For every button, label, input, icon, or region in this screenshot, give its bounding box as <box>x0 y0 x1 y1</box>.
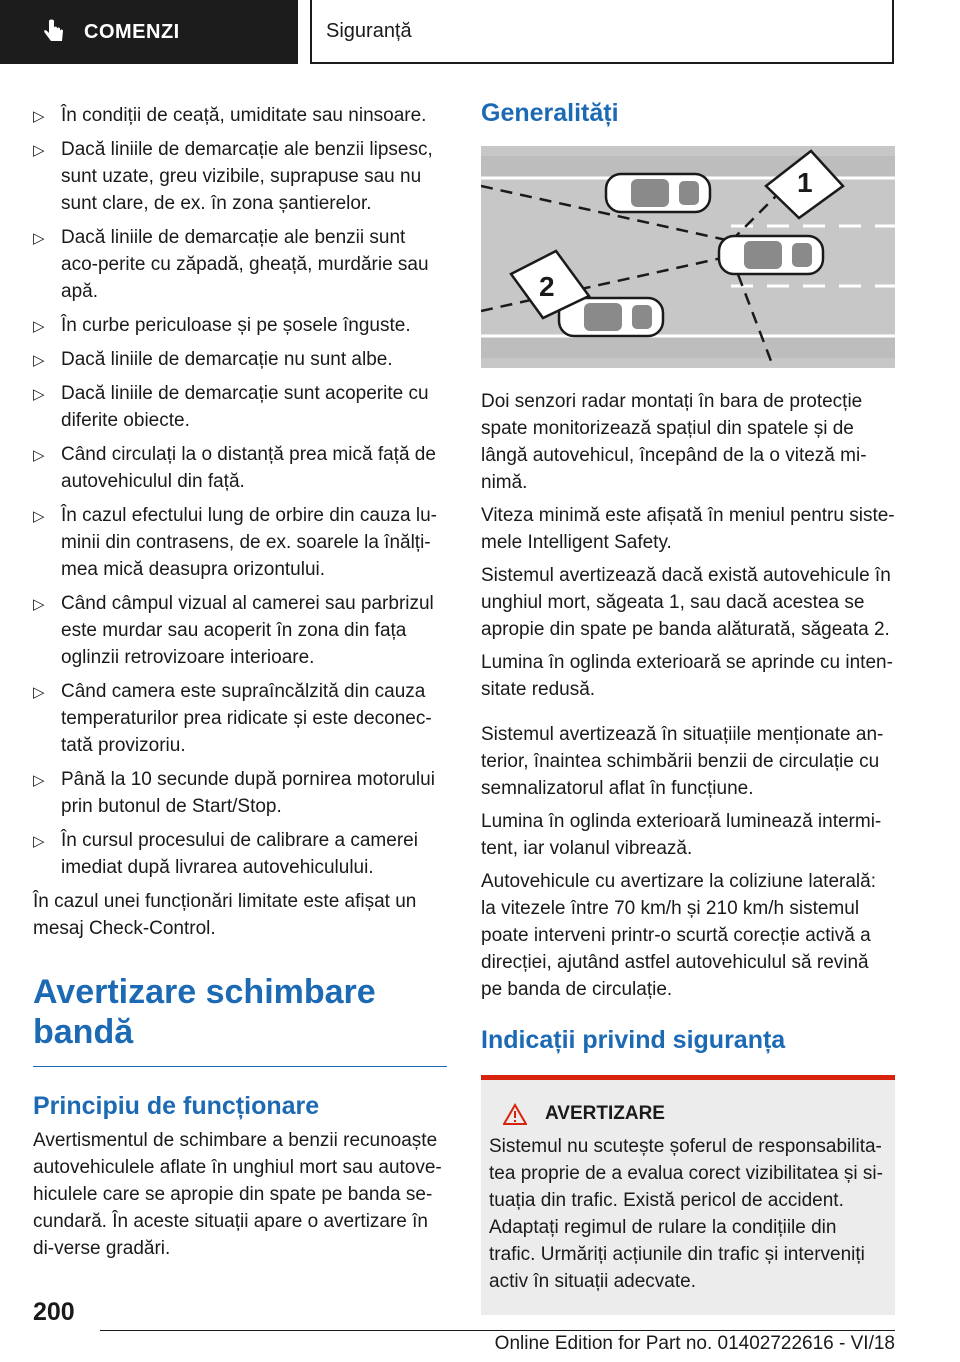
warning-box <box>481 1075 895 1315</box>
edition-text: Online Edition for Part no. 01402722616 - VI/18 <box>494 1333 895 1354</box>
arrow-label-2: 2 <box>539 271 555 302</box>
car-top-icon <box>606 174 710 212</box>
blind-spot-text: Sistemul avertizează dacă există autovehicule în unghiul mort, săgeata 1, sau dacă acestea se apropie din spate pe banda alăturată, săgeata 2. <box>481 565 891 640</box>
list-item: ▷ În cazul efectului lung de orbire din cauza lu‐minii din contrasens, de ex. soarele la înălți‐mea mică deasupra orizontului. <box>33 505 438 580</box>
warning-triangle-icon <box>503 1103 527 1125</box>
triangle-bullet-icon: ▷ <box>33 508 45 525</box>
limitations-list <box>33 102 447 881</box>
safety-heading: Indicații privind siguranța <box>481 1026 786 1054</box>
list-item: ▷ Când camera este supraîncălzită din cauza temperaturilor prea ridicate și este deconec‐tată provizoriu. <box>33 681 432 756</box>
list-item: ▷ Dacă liniile de demarcație ale benzii sunt aco‐perite cu zăpadă, gheață, murdărie sau apă. <box>33 227 429 302</box>
general-heading: Generalități <box>481 99 619 127</box>
list-item: ▷ Până la 10 secunde după pornirea motorului prin butonul de Start/Stop. <box>33 769 435 817</box>
triangle-bullet-icon: ▷ <box>33 596 45 613</box>
right-column <box>481 98 895 1315</box>
triangle-bullet-icon: ▷ <box>33 772 45 789</box>
triangle-bullet-icon: ▷ <box>33 318 45 335</box>
triangle-bullet-icon: ▷ <box>33 352 45 369</box>
mirror-flash-text: Lumina în oglinda exterioară luminează intermi‐tent, iar volanul vibrează. <box>481 811 882 859</box>
page-number: 200 <box>33 1298 75 1326</box>
left-column <box>33 102 447 1268</box>
section-tab <box>310 0 894 64</box>
list-item: ▷ În cursul procesului de calibrare a camerei imediat după livrarea autovehiculului. <box>33 830 418 878</box>
principle-text: Avertismentul de schimbare a benzii recunoaște autovehiculele aflate în unghiul mort sau autove‐hiculele care se apropie din spate pe banda se‐cundară. În aceste situații apare o avertizare în di‐verse gradări. <box>33 1130 442 1259</box>
triangle-bullet-icon: ▷ <box>33 833 45 850</box>
list-item: ▷ Când câmpul vizual al camerei sau parbrizul este murdar sau acoperit în zona din fața oglinzii retrovizoare interioare. <box>33 593 434 668</box>
chapter-tab-comenzi[interactable] <box>0 0 298 64</box>
warning-text: Sistemul nu scutește șoferul de responsabilita‐tea proprie de a evalua corect vizibilitatea și si‐tuația din trafic. Există pericol de accident. Adaptați regimul de rulare la condițiile din trafic. Urmăriți acțiunile din trafic și interveniți activ în situații adecvate. <box>489 1136 883 1292</box>
triangle-bullet-icon: ▷ <box>33 684 45 701</box>
mirror-light-text: Lumina în oglinda exterioară se aprinde cu inten‐sitate redusă. <box>481 652 893 700</box>
section-tab-label: Siguranță <box>326 19 412 42</box>
warning-title: AVERTIZARE <box>545 1103 665 1124</box>
list-item: ▷ Când circulați la o distanță prea mică față de autovehiculul din față. <box>33 444 436 492</box>
list-item: ▷ Dacă liniile de demarcație ale benzii lipsesc, sunt uzate, greu vizibile, suprapuse sau nu sunt clare, de ex. în zona șantierelor. <box>33 139 433 214</box>
list-item: ▷ Dacă liniile de demarcație sunt acoperite cu diferite obiecte. <box>33 383 429 431</box>
principle-heading: Principiu de funcționare <box>33 1092 320 1120</box>
car-top-icon <box>719 236 823 274</box>
min-speed-text: Viteza minimă este afișată în meniul pentru siste‐mele Intelligent Safety. <box>481 505 895 553</box>
blind-spot-illustration <box>481 146 895 368</box>
triangle-bullet-icon: ▷ <box>33 142 45 159</box>
list-item: ▷ În condiții de ceață, umiditate sau ninsoare. <box>33 102 447 129</box>
hand-pointer-icon <box>40 18 68 46</box>
list-item: ▷ Dacă liniile de demarcație nu sunt albe. <box>33 346 447 373</box>
list-item: ▷ În curbe periculoase și pe șosele înguste. <box>33 312 447 339</box>
footer-rule <box>100 1330 895 1331</box>
radar-text: Doi senzori radar montați în bara de protecție spate monitorizează spațiul din spatele și de lângă autovehicul, începând de la o viteză mi‐nimă. <box>481 391 867 493</box>
check-control-note: În cazul unei funcționări limitate este afișat un mesaj Check-Control. <box>33 891 417 939</box>
arrow-label-1: 1 <box>797 167 813 198</box>
triangle-bullet-icon: ▷ <box>33 230 45 247</box>
road-diagram <box>481 146 895 368</box>
heading-rule <box>33 1066 447 1067</box>
chapter-tab-label: COMENZI <box>84 20 180 43</box>
side-collision-text: Autovehicule cu avertizare la coliziune laterală: la vitezele între 70 km/h și 210 km/h sistemul poate interveni printr-o scurtă corecție activă a direcției, ajutând astfel autovehiculul să revină pe banda de circulație. <box>481 871 876 1000</box>
lane-change-warning-text: Sistemul avertizează în situațiile menționate an‐terior, înaintea schimbării benzii de circulație cu semnalizatorul aflat în funcțiune. <box>481 724 884 799</box>
triangle-bullet-icon: ▷ <box>33 386 45 403</box>
triangle-bullet-icon: ▷ <box>33 108 45 125</box>
section-heading: Avertizare schimbare bandă <box>33 973 376 1051</box>
triangle-bullet-icon: ▷ <box>33 447 45 464</box>
